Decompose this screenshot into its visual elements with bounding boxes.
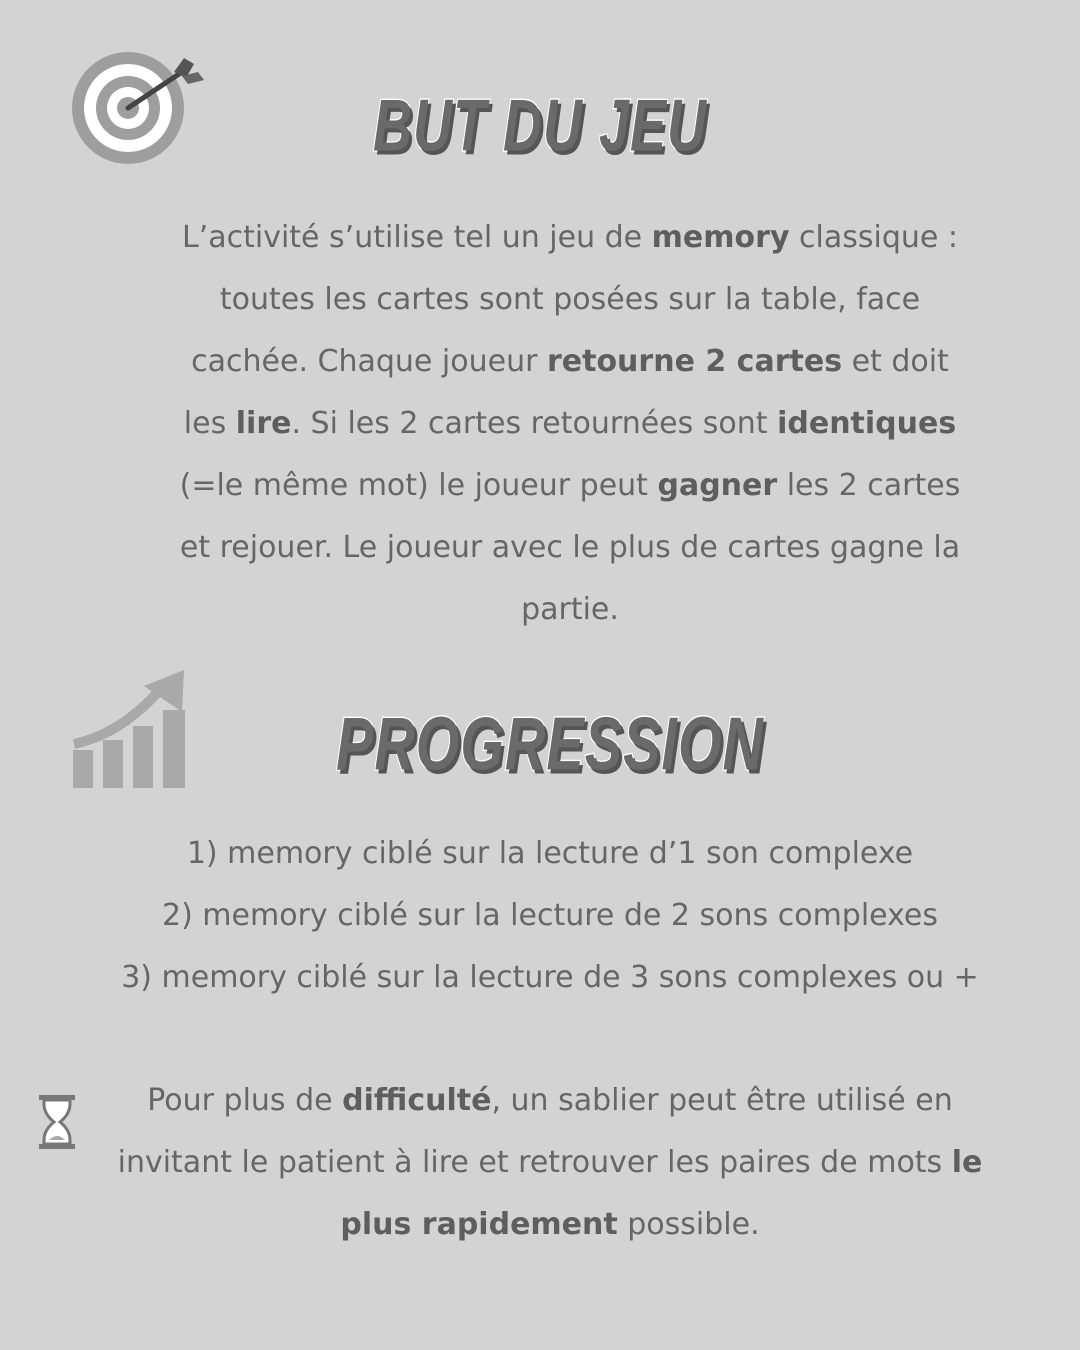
bold-text: memory bbox=[651, 220, 790, 255]
text-line bbox=[110, 207, 1030, 269]
text-run: les bbox=[183, 406, 236, 441]
text-line bbox=[70, 1070, 1030, 1132]
progression-item: 1) memory ciblé sur la lecture d’1 son complexe bbox=[186, 836, 914, 871]
progression-item: 2) memory ciblé sur la lecture de 2 sons complexes bbox=[161, 898, 939, 933]
text-line bbox=[110, 517, 1030, 579]
bold-text: gagner bbox=[657, 468, 778, 503]
progression-item: 3) memory ciblé sur la lecture de 3 sons complexes ou + bbox=[121, 960, 979, 995]
bold-text: retourne 2 cartes bbox=[546, 344, 843, 379]
text-line bbox=[110, 579, 1030, 641]
difficulty-paragraph bbox=[70, 1070, 1030, 1256]
text-run: cachée. Chaque joueur bbox=[191, 344, 547, 379]
text-run: et doit bbox=[842, 344, 949, 379]
text-run: L’activité s’utilise tel un jeu de bbox=[181, 220, 652, 255]
text-run: partie. bbox=[521, 592, 619, 627]
text-run: les 2 cartes bbox=[777, 468, 961, 503]
text-run: . Si les 2 cartes retournées sont bbox=[291, 406, 778, 441]
progression-list bbox=[60, 823, 1040, 1009]
text-line bbox=[110, 269, 1030, 331]
bold-text: lire bbox=[235, 406, 292, 441]
bold-text: plus rapidement bbox=[340, 1207, 618, 1242]
bold-text: difficulté bbox=[342, 1083, 492, 1118]
bold-text: identiques bbox=[777, 406, 957, 441]
text-line bbox=[70, 1194, 1030, 1256]
text-run: Pour plus de bbox=[147, 1083, 343, 1118]
progression-heading: PROGRESSION bbox=[336, 700, 764, 786]
goal-heading: BUT DU JEU bbox=[372, 85, 708, 167]
target-dart-icon bbox=[70, 50, 210, 170]
text-line bbox=[110, 455, 1030, 517]
text-run: et rejouer. Le joueur avec le plus de cartes gagne la bbox=[179, 530, 961, 565]
text-run: (=le même mot) le joueur peut bbox=[179, 468, 658, 503]
text-run: , un sablier peut être utilisé en bbox=[491, 1083, 953, 1118]
text-run: invitant le patient à lire et retrouver les paires de mots bbox=[117, 1145, 952, 1180]
text-run: classique : bbox=[789, 220, 959, 255]
text-line bbox=[110, 393, 1030, 455]
text-line bbox=[110, 331, 1030, 393]
text-run: possible. bbox=[617, 1207, 760, 1242]
text-line bbox=[70, 1132, 1030, 1194]
growth-chart-icon bbox=[70, 668, 190, 790]
goal-paragraph bbox=[110, 207, 1030, 641]
text-run: toutes les cartes sont posées sur la table, face bbox=[219, 282, 921, 317]
bold-text: le bbox=[951, 1145, 983, 1180]
